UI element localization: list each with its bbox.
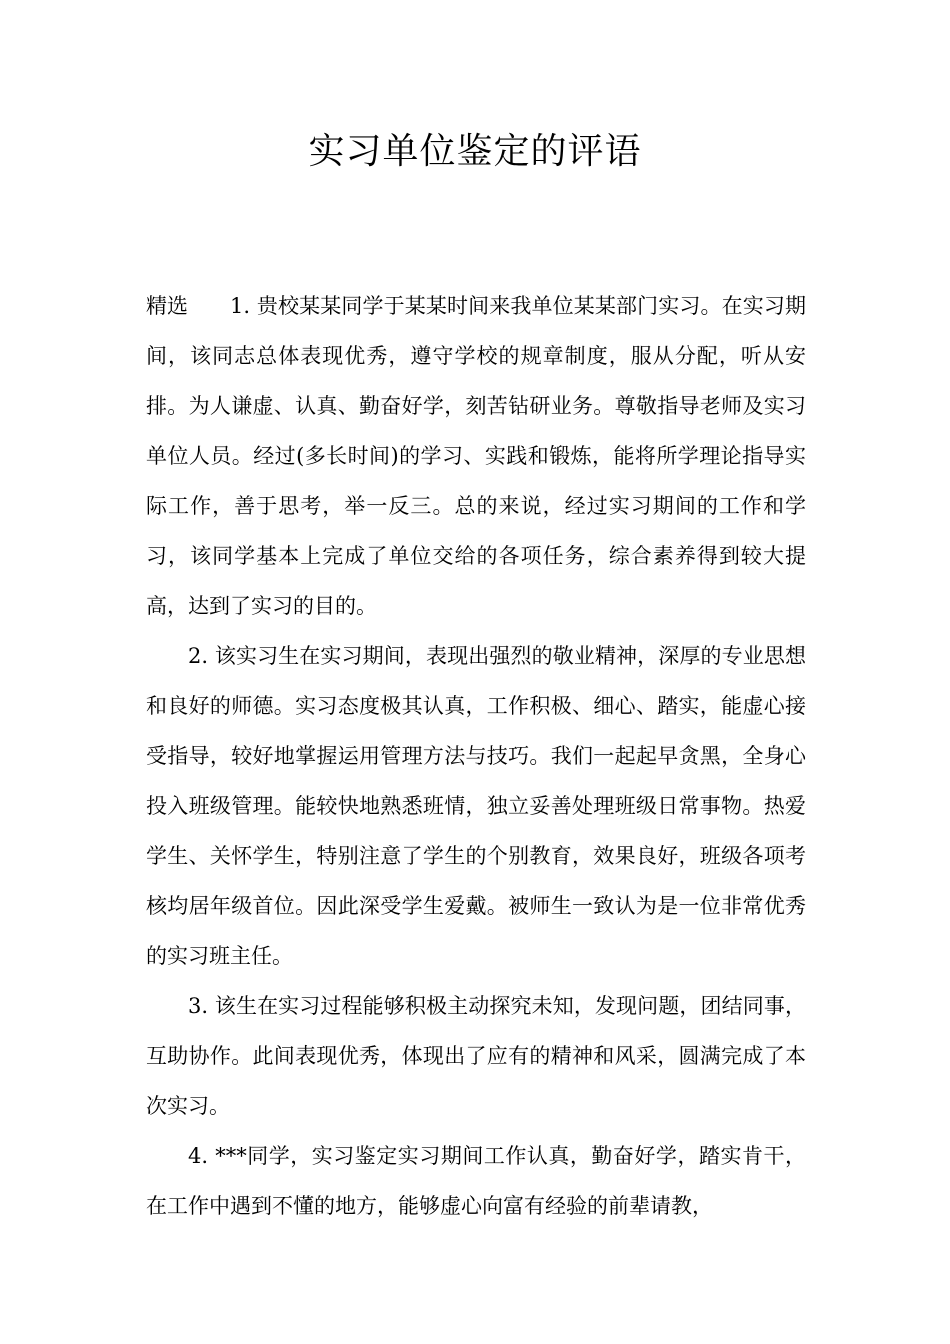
paragraph-4: 4. ***同学，实习鉴定实习期间工作认真，勤奋好学，踏实肯干，在工作中遇到不懂的地方，能够虚心向富有经验的前辈请教， [146, 1144, 806, 1218]
paragraph-2: 2. 该实习生在实习期间，表现出强烈的敬业精神，深厚的专业思想和良好的师德。实习态度极其认真，工作积极、细心、踏实，能虚心接受指导，较好地掌握运用管理方法与技巧。我们一起起早贪黑，全身心投入班级管理。能较快地熟悉班情，独立妥善处理班级日常事物。热爱学生、关怀学生，特别注意了学生的个别教育，效果良好，班级各项考核均居年级首位。因此深受学生爱戴。被师生一致认为是一位非常优秀的实习班主任。 [146, 644, 806, 968]
document-body [146, 281, 806, 1231]
paragraph-1-text: 1. 贵校某某同学于某某时间来我单位某某部门实习。在实习期间，该同志总体表现优秀，遵守学校的规章制度，服从分配，听从安排。为人谦虚、认真、勤奋好学，刻苦钻研业务。尊敬指导老师及实习单位人员。经过(多长时间)的学习、实践和锻炼，能将所学理论指导实际工作，善于思考，举一反三。总的来说，经过实习期间的工作和学习，该同学基本上完成了单位交给的各项任务，综合素养得到较大提高，达到了实习的目的。 [146, 294, 806, 618]
paragraph-lead-label: 精选 [146, 294, 188, 318]
paragraph-1 [146, 281, 806, 631]
paragraph-3: 3. 该生在实习过程能够积极主动探究未知，发现问题，团结同事，互助协作。此间表现优秀，体现出了应有的精神和风采，圆满完成了本次实习。 [146, 994, 806, 1118]
document-title: 实习单位鉴定的评语 [308, 131, 642, 172]
